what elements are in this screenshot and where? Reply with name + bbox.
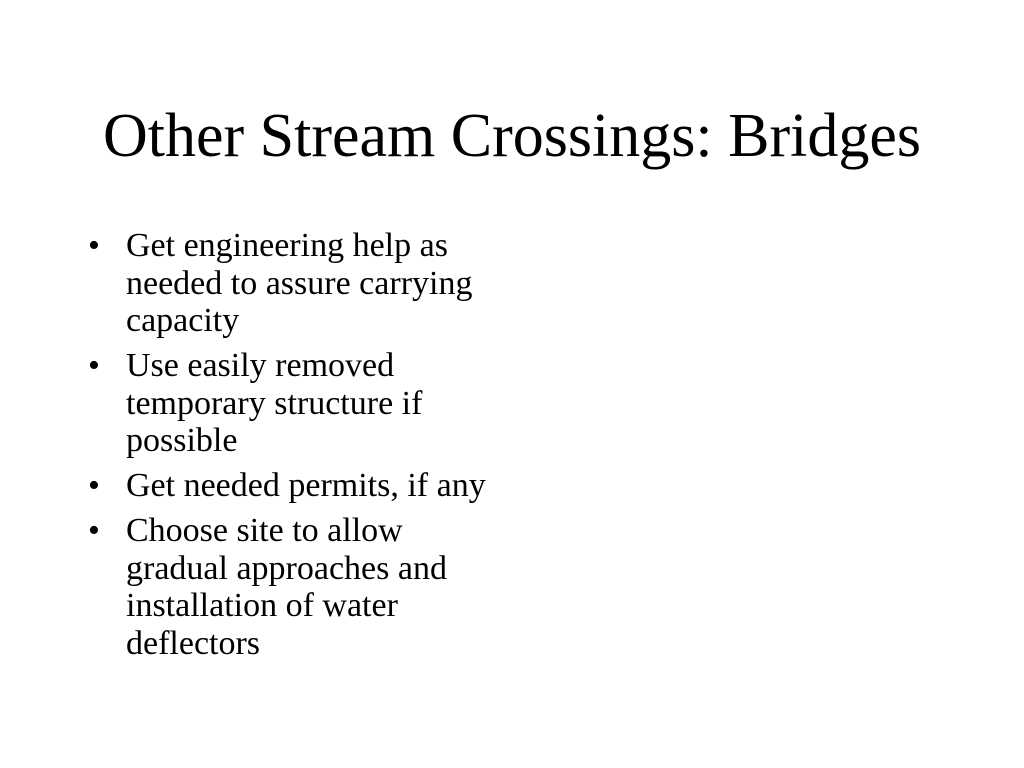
bullet-item-engineering-help [88,227,504,340]
bullet-dot-icon: • [88,512,100,549]
bullet-dot-icon: • [88,467,100,504]
bullet-item-permits [88,467,504,505]
bullet-item-site-choice [88,512,504,662]
bullet-item-temporary-structure [88,347,504,460]
bullet-dot-icon: • [88,347,100,384]
bullet-list [88,227,504,670]
bullet-dot-icon: • [88,227,100,264]
bullet-text: Get needed permits, if any [126,467,486,504]
bullet-text: Get engineering help as needed to assure carrying capacity [126,227,473,339]
bullet-text: Choose site to allow gradual approaches and installation of water deflectors [126,512,447,662]
bullet-text: Use easily removed temporary structure if possible [126,347,423,459]
slide-title: Other Stream Crossings: Bridges [103,102,921,170]
